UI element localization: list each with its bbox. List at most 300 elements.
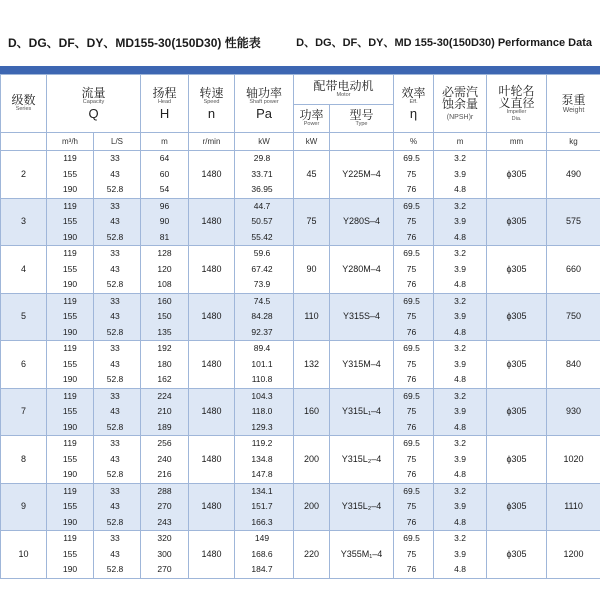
cell-npsh-value: 3.9 bbox=[454, 406, 466, 416]
cell-head-value: 128 bbox=[157, 248, 172, 258]
cell-efficiency-value: 69.5 bbox=[403, 343, 420, 353]
cell-efficiency-value: 76 bbox=[406, 184, 417, 194]
cell-head-value: 192 bbox=[157, 343, 172, 353]
cell-flow-m3h-value: 190 bbox=[62, 184, 78, 194]
cell-series: 10 bbox=[1, 531, 47, 579]
cell-speed: 1480 bbox=[189, 246, 235, 294]
col-npsh: 必需汽 蚀余量 (NPSH)r bbox=[434, 75, 487, 133]
cell-impeller: ϕ305 bbox=[487, 198, 547, 246]
cell-motor-type: Y315S–4 bbox=[330, 293, 394, 341]
cell-flow-m3h-value: 155 bbox=[62, 453, 78, 464]
unit-motor-power: kW bbox=[294, 133, 330, 151]
cell-flow-m3h-value: 155 bbox=[62, 311, 78, 321]
cell-flow-m3h-value: 155 bbox=[62, 548, 78, 559]
cell-npsh-value: 3.2 bbox=[454, 153, 466, 163]
cell-efficiency-value: 76 bbox=[406, 231, 417, 242]
cell-flow-ls-value: 33 bbox=[110, 390, 120, 401]
cell-shaft-power-value: 110.8 bbox=[251, 374, 273, 384]
cell-head-value: 210 bbox=[157, 406, 172, 416]
cell-head-value: 135 bbox=[157, 326, 172, 337]
cell-speed: 1480 bbox=[189, 341, 235, 389]
cell-efficiency-value: 75 bbox=[406, 453, 417, 464]
cell-npsh-value: 3.9 bbox=[454, 311, 466, 321]
table-row bbox=[1, 483, 600, 531]
col-motor: 配带电动机 Motor bbox=[294, 75, 394, 105]
cell-npsh-value: 4.8 bbox=[454, 374, 466, 384]
cell-motor-power: 132 bbox=[294, 341, 330, 389]
cell-efficiency-value: 69.5 bbox=[403, 200, 420, 211]
cell-head-value: 160 bbox=[157, 295, 172, 306]
cell-efficiency-value: 75 bbox=[406, 501, 417, 511]
cell-flow-ls-value: 33 bbox=[110, 295, 120, 306]
cell-series: 5 bbox=[1, 293, 47, 341]
cell-efficiency bbox=[394, 341, 434, 389]
cell-npsh bbox=[434, 246, 487, 294]
unit-blank bbox=[1, 133, 47, 151]
cell-efficiency bbox=[394, 436, 434, 484]
cell-flow-m3h bbox=[47, 151, 94, 199]
title-bar bbox=[6, 28, 594, 56]
cell-npsh bbox=[434, 531, 487, 579]
cell-npsh-value: 3.9 bbox=[454, 168, 466, 179]
cell-npsh-value: 4.8 bbox=[454, 279, 466, 289]
cell-series: 7 bbox=[1, 388, 47, 436]
cell-efficiency-value: 76 bbox=[406, 469, 417, 479]
cell-impeller: ϕ305 bbox=[487, 151, 547, 199]
cell-impeller: ϕ305 bbox=[487, 388, 547, 436]
cell-efficiency bbox=[394, 246, 434, 294]
cell-npsh-value: 3.2 bbox=[454, 438, 466, 448]
cell-head-value: 54 bbox=[159, 184, 170, 194]
col-efficiency: 效率 Eff. η bbox=[394, 75, 434, 133]
cell-head-value: 243 bbox=[157, 516, 172, 527]
cell-series: 3 bbox=[1, 198, 47, 246]
cell-efficiency-value: 76 bbox=[406, 421, 417, 432]
cell-impeller: ϕ305 bbox=[487, 436, 547, 484]
cell-speed: 1480 bbox=[189, 293, 235, 341]
cell-efficiency-value: 75 bbox=[406, 358, 417, 369]
cell-efficiency bbox=[394, 198, 434, 246]
cell-flow-ls-value: 33 bbox=[110, 438, 120, 448]
cell-npsh-value: 4.8 bbox=[454, 231, 466, 242]
cell-npsh bbox=[434, 388, 487, 436]
cell-shaft-power-value: 55.42 bbox=[251, 231, 273, 242]
cell-shaft-power bbox=[235, 246, 294, 294]
cell-shaft-power-value: 33.71 bbox=[251, 168, 273, 179]
cell-flow-ls-value: 43 bbox=[110, 168, 120, 179]
cell-shaft-power-value: 44.7 bbox=[253, 200, 271, 211]
cell-flow-m3h-value: 190 bbox=[62, 421, 78, 432]
cell-flow-m3h-value: 190 bbox=[62, 516, 78, 527]
cell-npsh bbox=[434, 341, 487, 389]
cell-motor-power: 75 bbox=[294, 198, 330, 246]
cell-flow-m3h bbox=[47, 341, 94, 389]
cell-shaft-power-value: 36.95 bbox=[251, 184, 273, 194]
cell-motor-type: Y225M–4 bbox=[330, 151, 394, 199]
cell-motor-type: Y315L₂–4 bbox=[330, 436, 394, 484]
cell-flow-m3h-value: 119 bbox=[63, 438, 77, 448]
cell-efficiency-value: 69.5 bbox=[403, 153, 420, 163]
cell-efficiency-value: 76 bbox=[406, 279, 417, 289]
cell-motor-type: Y315M–4 bbox=[330, 341, 394, 389]
cell-shaft-power-value: 29.8 bbox=[253, 153, 271, 163]
cell-shaft-power-value: 134.8 bbox=[251, 453, 273, 464]
cell-npsh-value: 3.9 bbox=[454, 501, 466, 511]
cell-flow-m3h bbox=[47, 483, 94, 531]
cell-flow-ls-value: 52.8 bbox=[106, 279, 124, 289]
cell-head-value: 224 bbox=[157, 390, 172, 401]
cell-series: 2 bbox=[1, 151, 47, 199]
cell-npsh-value: 4.8 bbox=[454, 516, 466, 527]
header-row-1 bbox=[1, 75, 600, 105]
cell-efficiency-value: 75 bbox=[406, 263, 417, 274]
cell-flow-ls bbox=[94, 246, 141, 294]
cell-speed: 1480 bbox=[189, 151, 235, 199]
cell-flow-ls bbox=[94, 151, 141, 199]
cell-impeller: ϕ305 bbox=[487, 483, 547, 531]
cell-shaft-power-value: 129.3 bbox=[251, 421, 273, 432]
cell-shaft-power bbox=[235, 341, 294, 389]
cell-npsh-value: 3.2 bbox=[454, 533, 466, 543]
cell-efficiency-value: 75 bbox=[406, 311, 417, 321]
cell-weight: 575 bbox=[547, 198, 600, 246]
col-motor-type: 型号 Type bbox=[330, 105, 394, 133]
cell-series: 6 bbox=[1, 341, 47, 389]
cell-npsh bbox=[434, 483, 487, 531]
cell-head-value: 180 bbox=[157, 358, 172, 369]
cell-head-value: 81 bbox=[159, 231, 170, 242]
cell-efficiency-value: 69.5 bbox=[403, 485, 420, 496]
cell-shaft-power-value: 59.6 bbox=[253, 248, 271, 258]
cell-shaft-power bbox=[235, 151, 294, 199]
cell-speed: 1480 bbox=[189, 531, 235, 579]
cell-flow-m3h-value: 119 bbox=[63, 295, 77, 306]
cell-flow-m3h-value: 155 bbox=[62, 168, 78, 179]
cell-flow-ls-value: 33 bbox=[110, 533, 120, 543]
cell-weight: 1200 bbox=[547, 531, 600, 579]
table-row bbox=[1, 341, 600, 389]
cell-npsh-value: 3.9 bbox=[454, 263, 466, 274]
cell-flow-m3h-value: 155 bbox=[62, 501, 78, 511]
cell-flow-m3h-value: 119 bbox=[63, 533, 77, 543]
cell-efficiency bbox=[394, 483, 434, 531]
cell-shaft-power bbox=[235, 293, 294, 341]
cell-head-value: 189 bbox=[157, 421, 172, 432]
cell-flow-ls-value: 52.8 bbox=[106, 374, 124, 384]
cell-efficiency bbox=[394, 531, 434, 579]
cell-shaft-power-value: 104.3 bbox=[251, 390, 273, 401]
unit-eff: % bbox=[394, 133, 434, 151]
cell-flow-ls-value: 52.8 bbox=[106, 469, 124, 479]
cell-weight: 750 bbox=[547, 293, 600, 341]
col-capacity: 流量 Capacity Q bbox=[47, 75, 141, 133]
unit-speed: r/min bbox=[189, 133, 235, 151]
cell-motor-type: Y280S–4 bbox=[330, 198, 394, 246]
cell-npsh-value: 3.9 bbox=[454, 453, 466, 464]
col-speed: 转速 Speed n bbox=[189, 75, 235, 133]
performance-table bbox=[0, 74, 600, 579]
cell-weight: 1020 bbox=[547, 436, 600, 484]
cell-shaft-power-value: 168.6 bbox=[251, 548, 273, 559]
cell-shaft-power-value: 74.5 bbox=[253, 295, 271, 306]
cell-head-value: 270 bbox=[157, 564, 172, 574]
unit-shaft-power: kW bbox=[235, 133, 294, 151]
cell-head-value: 216 bbox=[157, 469, 172, 479]
cell-flow-ls bbox=[94, 436, 141, 484]
cell-efficiency-value: 69.5 bbox=[403, 248, 420, 258]
cell-flow-ls-value: 43 bbox=[110, 216, 120, 226]
cell-head-value: 108 bbox=[157, 279, 172, 289]
col-weight: 泵重 Weight bbox=[547, 75, 600, 133]
cell-head-value: 288 bbox=[157, 485, 172, 496]
cell-motor-power: 220 bbox=[294, 531, 330, 579]
cell-shaft-power bbox=[235, 388, 294, 436]
cell-shaft-power bbox=[235, 483, 294, 531]
cell-flow-ls-value: 52.8 bbox=[106, 231, 124, 242]
cell-flow-ls-value: 52.8 bbox=[106, 421, 124, 432]
cell-flow-m3h-value: 155 bbox=[62, 406, 78, 416]
cell-flow-m3h-value: 190 bbox=[62, 231, 78, 242]
cell-motor-power: 90 bbox=[294, 246, 330, 294]
cell-flow-ls-value: 43 bbox=[110, 501, 120, 511]
cell-npsh-value: 3.9 bbox=[454, 548, 466, 559]
cell-head-value: 256 bbox=[157, 438, 172, 448]
cell-flow-ls bbox=[94, 531, 141, 579]
cell-head bbox=[141, 151, 189, 199]
cell-speed: 1480 bbox=[189, 436, 235, 484]
cell-efficiency-value: 69.5 bbox=[403, 533, 420, 543]
cell-flow-ls-value: 43 bbox=[110, 311, 120, 321]
cell-flow-m3h-value: 190 bbox=[62, 374, 78, 384]
cell-efficiency bbox=[394, 388, 434, 436]
cell-shaft-power-value: 184.7 bbox=[251, 564, 273, 574]
cell-flow-m3h-value: 119 bbox=[63, 153, 77, 163]
col-head: 扬程 Head H bbox=[141, 75, 189, 133]
cell-shaft-power-value: 50.57 bbox=[251, 216, 273, 226]
cell-flow-ls-value: 33 bbox=[110, 200, 120, 211]
cell-efficiency-value: 76 bbox=[406, 516, 417, 527]
cell-flow-m3h-value: 155 bbox=[62, 263, 78, 274]
table-row bbox=[1, 293, 600, 341]
cell-head-value: 90 bbox=[159, 216, 170, 226]
cell-flow-ls-value: 43 bbox=[110, 406, 120, 416]
cell-head bbox=[141, 483, 189, 531]
cell-flow-m3h-value: 119 bbox=[63, 200, 77, 211]
cell-motor-type: Y315L₂–4 bbox=[330, 483, 394, 531]
cell-shaft-power-value: 149 bbox=[254, 533, 270, 543]
cell-flow-ls-value: 52.8 bbox=[106, 516, 124, 527]
cell-flow-ls-value: 43 bbox=[110, 453, 120, 464]
cell-efficiency-value: 69.5 bbox=[403, 390, 420, 401]
cell-impeller: ϕ305 bbox=[487, 246, 547, 294]
cell-head-value: 96 bbox=[159, 200, 170, 211]
cell-efficiency-value: 69.5 bbox=[403, 438, 420, 448]
cell-flow-ls-value: 33 bbox=[110, 485, 120, 496]
cell-shaft-power-value: 134.1 bbox=[251, 485, 273, 496]
cell-flow-m3h-value: 190 bbox=[62, 564, 78, 574]
cell-flow-m3h bbox=[47, 246, 94, 294]
cell-flow-m3h-value: 119 bbox=[63, 248, 77, 258]
cell-npsh bbox=[434, 151, 487, 199]
cell-shaft-power bbox=[235, 531, 294, 579]
cell-head-value: 320 bbox=[157, 533, 172, 543]
cell-flow-m3h-value: 155 bbox=[62, 358, 78, 369]
unit-motor-type bbox=[330, 133, 394, 151]
cell-efficiency-value: 75 bbox=[406, 406, 417, 416]
cell-motor-power: 200 bbox=[294, 483, 330, 531]
cell-head bbox=[141, 293, 189, 341]
cell-head-value: 60 bbox=[159, 168, 170, 179]
table-row bbox=[1, 388, 600, 436]
cell-weight: 840 bbox=[547, 341, 600, 389]
cell-motor-type: Y315L₁–4 bbox=[330, 388, 394, 436]
header-rule bbox=[0, 66, 600, 74]
cell-npsh-value: 4.8 bbox=[454, 421, 466, 432]
cell-shaft-power-value: 84.28 bbox=[251, 311, 273, 321]
cell-npsh-value: 4.8 bbox=[454, 469, 466, 479]
cell-flow-ls bbox=[94, 483, 141, 531]
cell-weight: 930 bbox=[547, 388, 600, 436]
cell-npsh bbox=[434, 436, 487, 484]
cell-efficiency bbox=[394, 293, 434, 341]
table-row bbox=[1, 151, 600, 199]
cell-flow-m3h bbox=[47, 531, 94, 579]
cell-flow-ls-value: 33 bbox=[110, 153, 120, 163]
cell-flow-m3h-value: 190 bbox=[62, 279, 78, 289]
cell-head-value: 162 bbox=[157, 374, 172, 384]
cell-flow-m3h bbox=[47, 436, 94, 484]
col-series: 级数 Series bbox=[1, 75, 47, 133]
cell-efficiency-value: 75 bbox=[406, 548, 417, 559]
cell-shaft-power bbox=[235, 436, 294, 484]
cell-head bbox=[141, 246, 189, 294]
cell-motor-type: Y355M₁–4 bbox=[330, 531, 394, 579]
cell-head bbox=[141, 531, 189, 579]
cell-impeller: ϕ305 bbox=[487, 341, 547, 389]
cell-impeller: ϕ305 bbox=[487, 293, 547, 341]
unit-head: m bbox=[141, 133, 189, 151]
cell-npsh-value: 4.8 bbox=[454, 564, 466, 574]
col-shaft-power: 轴功率 Shaft power Pa bbox=[235, 75, 294, 133]
cell-npsh-value: 3.9 bbox=[454, 216, 466, 226]
title-english: D、DG、DF、DY、MD 155-30(150D30) Performance Data bbox=[296, 37, 592, 49]
cell-shaft-power-value: 166.3 bbox=[251, 516, 273, 527]
cell-weight: 1110 bbox=[547, 483, 600, 531]
cell-flow-ls bbox=[94, 388, 141, 436]
cell-flow-ls-value: 33 bbox=[110, 343, 120, 353]
col-impeller: 叶轮名 义直径 Impeller Dia. bbox=[487, 75, 547, 133]
cell-flow-ls-value: 43 bbox=[110, 548, 120, 559]
cell-efficiency-value: 76 bbox=[406, 374, 417, 384]
title-chinese: D、DG、DF、DY、MD155-30(150D30) 性能表 bbox=[8, 35, 261, 50]
cell-speed: 1480 bbox=[189, 483, 235, 531]
cell-head-value: 120 bbox=[157, 263, 172, 274]
cell-weight: 490 bbox=[547, 151, 600, 199]
cell-flow-m3h bbox=[47, 198, 94, 246]
cell-shaft-power-value: 151.7 bbox=[251, 501, 273, 511]
cell-flow-m3h-value: 119 bbox=[63, 485, 77, 496]
cell-series: 8 bbox=[1, 436, 47, 484]
table-body bbox=[1, 151, 600, 579]
unit-flow-ls: L/S bbox=[94, 133, 141, 151]
cell-shaft-power-value: 147.8 bbox=[251, 469, 273, 479]
cell-shaft-power-value: 73.9 bbox=[253, 279, 271, 289]
cell-npsh-value: 3.2 bbox=[454, 200, 466, 211]
cell-flow-m3h-value: 190 bbox=[62, 469, 78, 479]
cell-efficiency-value: 76 bbox=[406, 564, 417, 574]
cell-flow-ls bbox=[94, 293, 141, 341]
cell-head bbox=[141, 436, 189, 484]
cell-efficiency-value: 75 bbox=[406, 168, 417, 179]
cell-npsh bbox=[434, 198, 487, 246]
cell-npsh-value: 4.8 bbox=[454, 184, 466, 194]
cell-flow-ls-value: 43 bbox=[110, 263, 120, 274]
col-motor-power: 功率 Power bbox=[294, 105, 330, 133]
cell-series: 9 bbox=[1, 483, 47, 531]
cell-efficiency-value: 76 bbox=[406, 326, 417, 337]
unit-flow-m3h: m³/h bbox=[47, 133, 94, 151]
cell-npsh-value: 4.8 bbox=[454, 326, 466, 337]
cell-flow-ls-value: 52.8 bbox=[106, 184, 124, 194]
cell-speed: 1480 bbox=[189, 198, 235, 246]
cell-head-value: 64 bbox=[159, 153, 170, 163]
cell-flow-ls-value: 33 bbox=[110, 248, 120, 258]
cell-npsh bbox=[434, 293, 487, 341]
cell-efficiency-value: 75 bbox=[406, 216, 417, 226]
cell-head-value: 240 bbox=[157, 453, 172, 464]
cell-motor-type: Y280M–4 bbox=[330, 246, 394, 294]
cell-shaft-power-value: 119.2 bbox=[251, 438, 273, 448]
cell-shaft-power bbox=[235, 198, 294, 246]
cell-shaft-power-value: 67.42 bbox=[251, 263, 273, 274]
cell-flow-m3h-value: 119 bbox=[63, 343, 77, 353]
unit-npsh: m bbox=[434, 133, 487, 151]
cell-head bbox=[141, 198, 189, 246]
cell-flow-m3h-value: 119 bbox=[63, 390, 77, 401]
cell-flow-ls-value: 43 bbox=[110, 358, 120, 369]
cell-shaft-power-value: 118.0 bbox=[251, 406, 273, 416]
cell-shaft-power-value: 89.4 bbox=[253, 343, 271, 353]
cell-flow-m3h-value: 190 bbox=[62, 326, 78, 337]
cell-flow-m3h bbox=[47, 293, 94, 341]
cell-flow-ls bbox=[94, 341, 141, 389]
cell-npsh-value: 3.2 bbox=[454, 248, 466, 258]
cell-flow-m3h bbox=[47, 388, 94, 436]
units-row bbox=[1, 133, 600, 151]
table-row bbox=[1, 531, 600, 579]
cell-head bbox=[141, 388, 189, 436]
cell-npsh-value: 3.2 bbox=[454, 485, 466, 496]
cell-impeller: ϕ305 bbox=[487, 531, 547, 579]
cell-series: 4 bbox=[1, 246, 47, 294]
cell-flow-ls-value: 52.8 bbox=[106, 326, 124, 337]
cell-efficiency-value: 69.5 bbox=[403, 295, 420, 306]
cell-head-value: 270 bbox=[157, 501, 172, 511]
cell-motor-power: 160 bbox=[294, 388, 330, 436]
cell-motor-power: 45 bbox=[294, 151, 330, 199]
cell-flow-ls bbox=[94, 198, 141, 246]
cell-weight: 660 bbox=[547, 246, 600, 294]
cell-npsh-value: 3.2 bbox=[454, 295, 466, 306]
cell-motor-power: 200 bbox=[294, 436, 330, 484]
unit-weight: kg bbox=[547, 133, 600, 151]
cell-shaft-power-value: 101.1 bbox=[251, 358, 273, 369]
cell-efficiency bbox=[394, 151, 434, 199]
cell-npsh-value: 3.2 bbox=[454, 390, 466, 401]
cell-head bbox=[141, 341, 189, 389]
table-row bbox=[1, 198, 600, 246]
cell-flow-ls-value: 52.8 bbox=[106, 564, 124, 574]
